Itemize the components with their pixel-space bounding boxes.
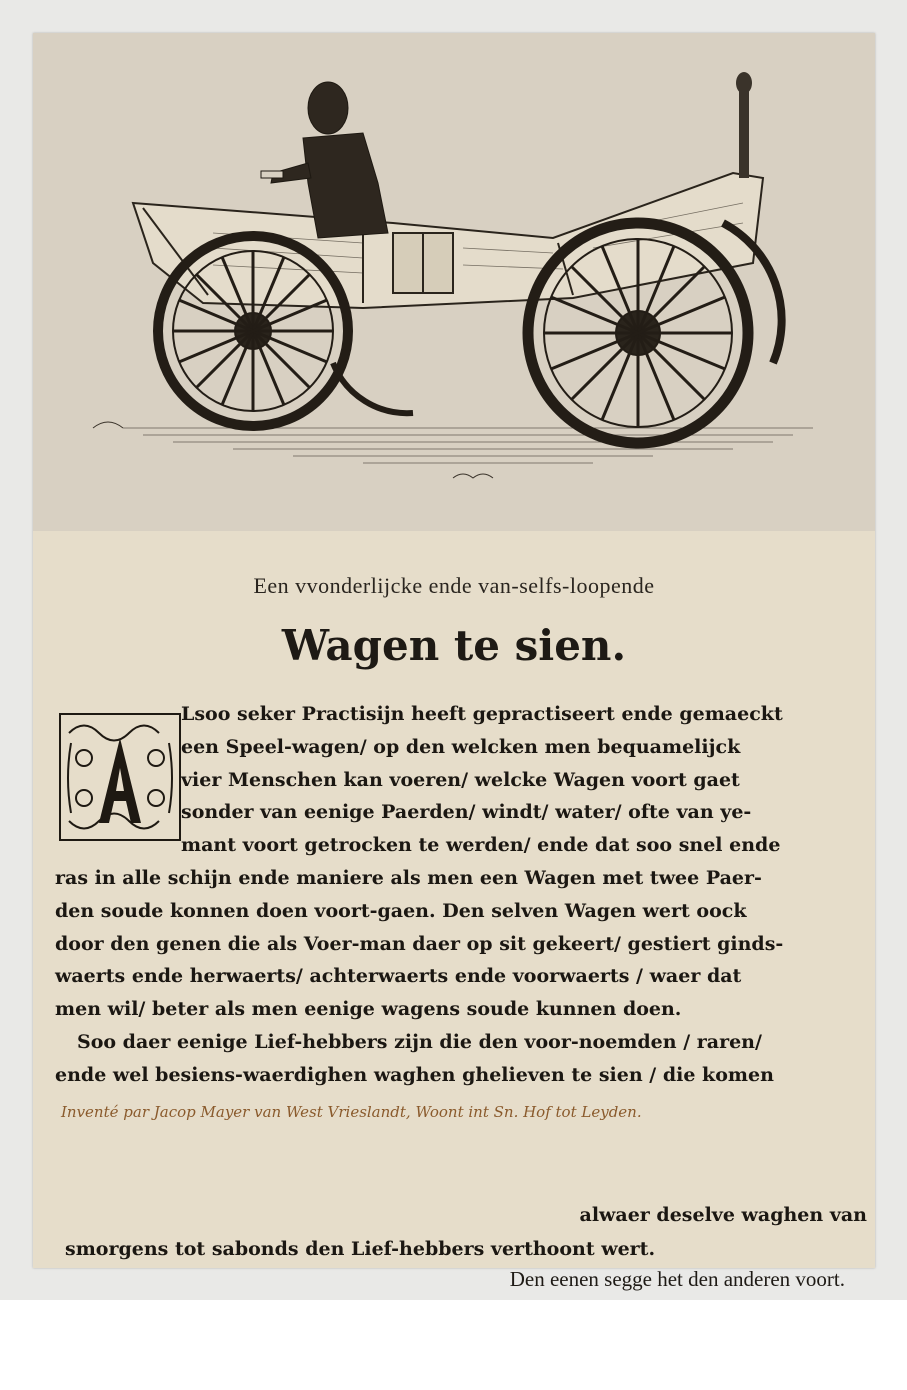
body-line: een Speel-wagen/ op den welcken men bequamelijck xyxy=(181,735,741,758)
printed-sheet xyxy=(33,33,875,1291)
body-line: den soude konnen doen voort-gaen. Den selven Wagen wert oock xyxy=(55,899,747,922)
body-paragraph xyxy=(55,698,855,1092)
heading-subtitle: Een vvonderlijcke ende van-selfs-loopende xyxy=(253,573,655,598)
body-line: door den genen die als Voer-man daer op sit gekeert/ gestiert ginds- xyxy=(55,932,784,955)
closing-line-left: smorgens tot sabonds den Lief-hebbers verthoont wert. xyxy=(65,1238,656,1260)
body-line: men wil/ beter als men eenige wagens soude kunnen doen. xyxy=(55,998,682,1021)
body-line: Soo daer eenige Lief-hebbers zijn die den voor-noemden / raren/ xyxy=(77,1030,762,1053)
rear-wheel xyxy=(158,236,348,426)
body-line: waerts ende herwaerts/ achterwaerts ende voorwaerts / waer dat xyxy=(55,965,742,988)
closing-line-right: alwaer deselve waghen van xyxy=(579,1204,867,1226)
body-line: Lsoo seker Practisijn heeft gepractiseert ende gemaeckt xyxy=(181,703,783,725)
body-line: ras in alle schijn ende maniere als men een Wagen met twee Paer- xyxy=(55,866,762,889)
wagon-engraving xyxy=(33,33,875,531)
body-line: vier Menschen kan voeren/ welcke Wagen voort gaet xyxy=(181,768,740,791)
bottom-bar xyxy=(0,1300,907,1390)
body-line: mant voort getrocken te werden/ ende dat soo snel ende xyxy=(181,834,781,857)
closing-text xyxy=(53,1198,867,1266)
engraving-plate xyxy=(33,33,875,531)
front-wheel xyxy=(528,223,748,443)
heading-title: Wagen te sien. xyxy=(281,621,627,670)
body-line: ende wel besiens-waerdighen waghen ghelieven te sien / die komen xyxy=(55,1063,774,1086)
body-line: sonder van eenige Paerden/ windt/ water/ ofte van ye- xyxy=(181,801,752,824)
footer-line: Den eenen segge het den anderen voort. xyxy=(509,1267,845,1291)
handwritten-note: Inventé par Jacop Mayer van West Vrieslandt, Woont int Sn. Hof tot Leyden. xyxy=(61,1103,642,1121)
